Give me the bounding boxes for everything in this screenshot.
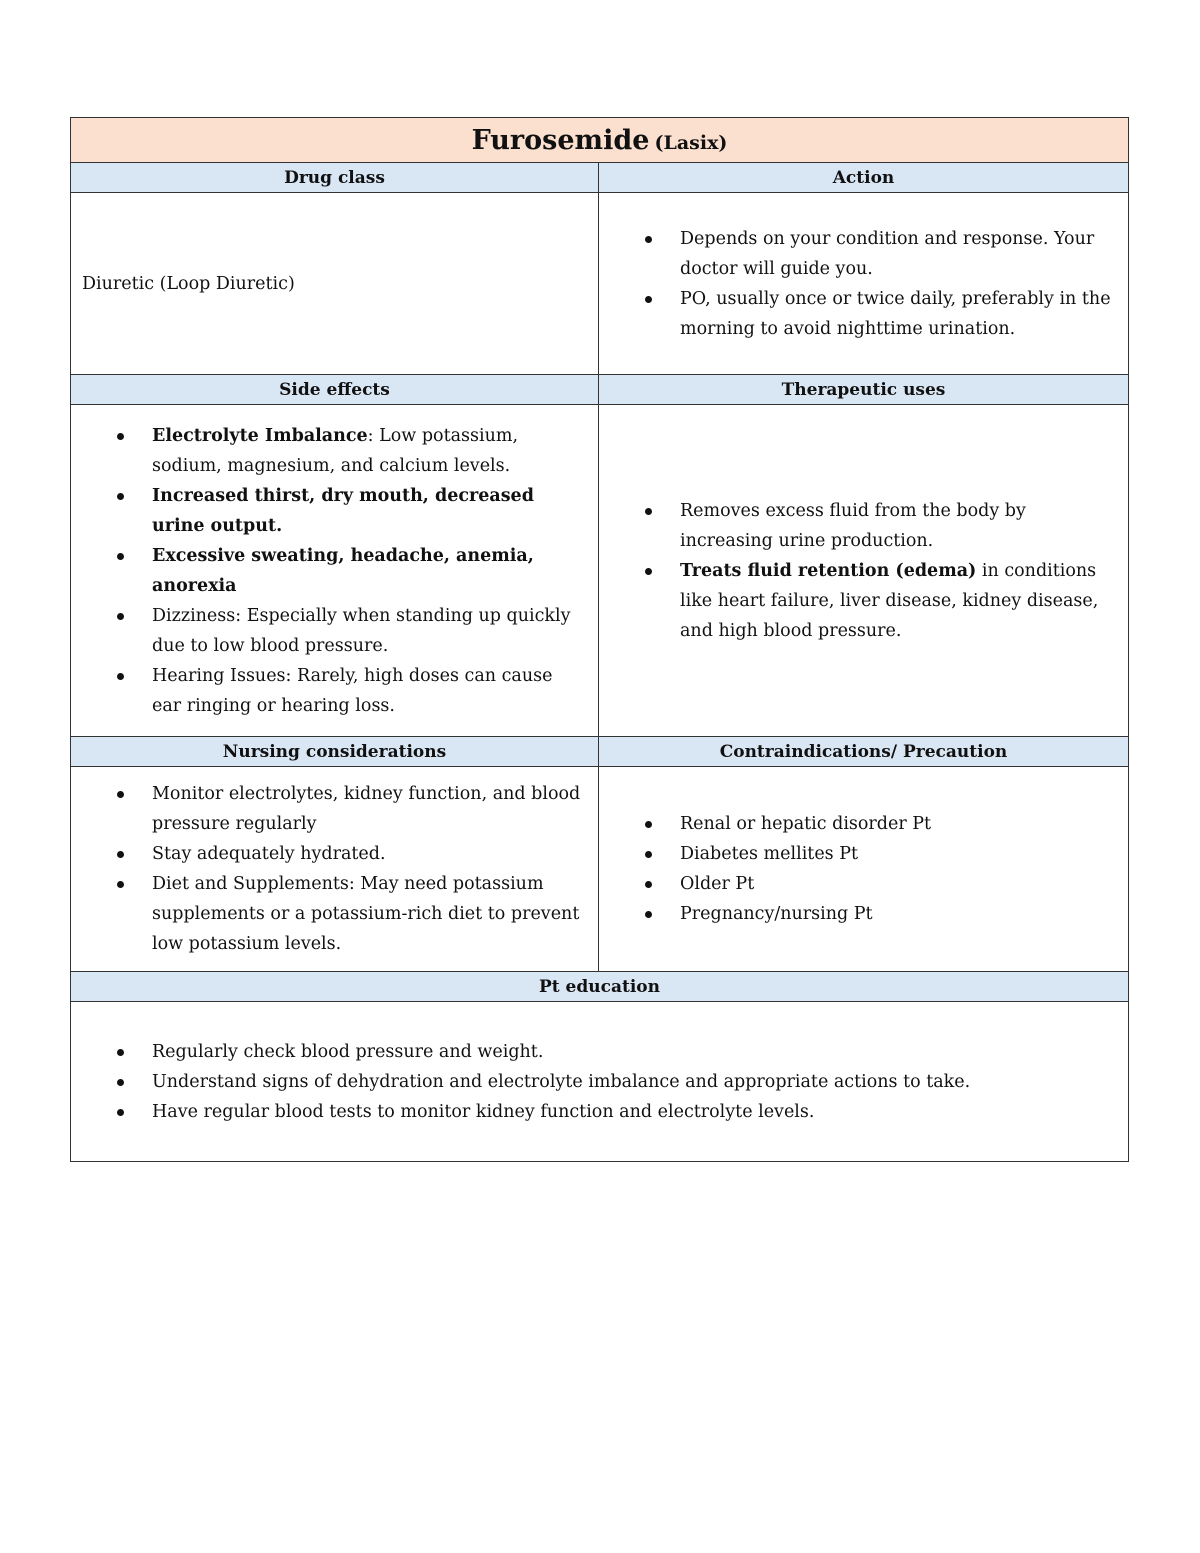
- therapeutic-uses-cell: [599, 405, 1129, 737]
- list-item: [152, 421, 586, 481]
- education-cell: [71, 1002, 1129, 1162]
- list-item: [152, 541, 586, 601]
- list-item: Pregnancy/nursing Pt: [680, 899, 1116, 929]
- side-effects-cell: [71, 405, 599, 737]
- brand-name: (Lasix): [654, 131, 728, 154]
- action-cell: [599, 193, 1129, 375]
- item-bold: Increased thirst, dry mouth, decreased urine output.: [152, 485, 534, 536]
- list-item: [680, 496, 1116, 556]
- item-bold: Excessive sweating, headache, anemia, anorexia: [152, 545, 534, 596]
- nursing-list: [71, 779, 598, 959]
- drug-card-table: [70, 117, 1129, 1162]
- list-item: Diabetes mellites Pt: [680, 839, 1116, 869]
- drug-class-header: Drug class: [71, 163, 599, 193]
- side-effects-header: Side effects: [71, 375, 599, 405]
- list-item: Regularly check blood pressure and weight.: [152, 1037, 1116, 1067]
- contraindications-list: [599, 809, 1128, 929]
- list-item: [680, 556, 1116, 646]
- item-text: Dizziness: Especially when standing up quickly due to low blood pressure.: [152, 605, 571, 656]
- education-header: Pt education: [71, 972, 1129, 1002]
- item-text: Hearing Issues: Rarely, high doses can cause ear ringing or hearing loss.: [152, 665, 553, 716]
- list-item: Older Pt: [680, 869, 1116, 899]
- drug-name: Furosemide: [471, 124, 650, 156]
- item-text: in conditions like heart failure, liver disease, kidney disease, and high blood pressure.: [680, 560, 1099, 641]
- therapeutic-uses-header: Therapeutic uses: [599, 375, 1129, 405]
- item-text: Removes excess fluid from the body by increasing urine production.: [680, 500, 1026, 551]
- education-list: [71, 1037, 1128, 1127]
- nursing-cell: [71, 767, 599, 972]
- contraindications-cell: [599, 767, 1129, 972]
- side-effects-list: [71, 421, 598, 721]
- list-item: [152, 661, 586, 721]
- therapeutic-uses-list: [599, 496, 1128, 646]
- drug-class-value: Diuretic (Loop Diuretic): [82, 273, 295, 294]
- drug-class-cell: [71, 193, 599, 375]
- item-text: : Low potassium, sodium, magnesium, and calcium levels.: [152, 425, 519, 476]
- contraindications-header: Contraindications/ Precaution: [599, 737, 1129, 767]
- action-list: [599, 224, 1128, 344]
- action-header: Action: [599, 163, 1129, 193]
- list-item: Monitor electrolytes, kidney function, and blood pressure regularly: [152, 779, 586, 839]
- list-item: Stay adequately hydrated.: [152, 839, 586, 869]
- list-item: [152, 601, 586, 661]
- list-item: Renal or hepatic disorder Pt: [680, 809, 1116, 839]
- item-bold: Electrolyte Imbalance: [152, 425, 368, 446]
- nursing-header: Nursing considerations: [71, 737, 599, 767]
- title-cell: [71, 118, 1129, 163]
- list-item: PO, usually once or twice daily, preferably in the morning to avoid nighttime urination.: [680, 284, 1116, 344]
- list-item: Diet and Supplements: May need potassium supplements or a potassium-rich diet to prevent low potassium levels.: [152, 869, 586, 959]
- list-item: Understand signs of dehydration and electrolyte imbalance and appropriate actions to take.: [152, 1067, 1116, 1097]
- item-bold: Treats fluid retention (edema): [680, 560, 977, 581]
- list-item: Depends on your condition and response. Your doctor will guide you.: [680, 224, 1116, 284]
- list-item: [152, 481, 586, 541]
- list-item: Have regular blood tests to monitor kidney function and electrolyte levels.: [152, 1097, 1116, 1127]
